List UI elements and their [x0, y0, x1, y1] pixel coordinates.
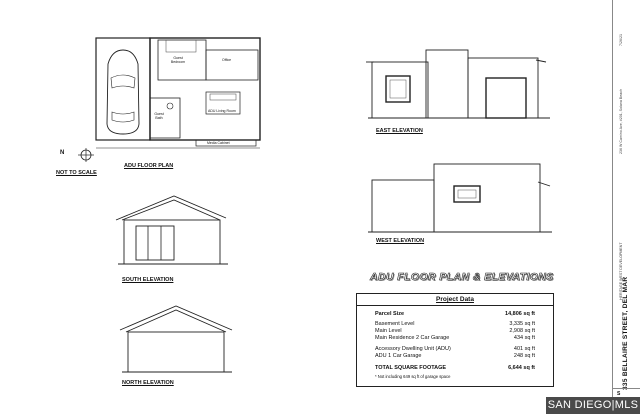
room-media-cabinet: Media Cabinet: [207, 141, 230, 145]
project-data-heading: Project Data: [436, 296, 474, 303]
room-adu-living-room: ADU Living Room: [208, 109, 236, 113]
west-elevation-drawing: [366, 162, 556, 234]
room-office: Office: [222, 58, 232, 62]
street-address: 335 BELLAIRE STREET, DEL MAR: [622, 276, 629, 390]
developer-name: HERITAGE WEST DEVELOPMENT: [619, 242, 623, 300]
sheet-date: 7/26/21: [619, 34, 623, 46]
project-data-table: [356, 293, 554, 387]
table-row: ADU 1 Car Garage 248 sq ft: [375, 353, 535, 359]
east-elevation-drawing: [364, 48, 554, 122]
table-row: Main Residence 2 Car Garage 434 sq ft: [375, 335, 535, 341]
project-data-footnote: * Not including 649 sq ft of garage space: [375, 374, 451, 379]
sheet-title: ADU FLOOR PLAN & ELEVATIONS: [370, 271, 554, 283]
table-row: Main Level 2,908 sq ft: [375, 328, 535, 334]
title-block: [612, 0, 640, 414]
north-elevation-label: NORTH ELEVATION: [122, 380, 174, 386]
south-elevation-label: SOUTH ELEVATION: [122, 277, 174, 283]
adu-floor-plan-drawing: [92, 36, 264, 158]
north-arrow-icon: [68, 145, 96, 165]
adu-floor-plan-label: ADU FLOOR PLAN: [124, 163, 174, 169]
table-row: Basement Level 3,335 sq ft: [375, 321, 535, 327]
developer-address: 236 W Camino Ave, #201, Solana Beach: [619, 88, 623, 154]
table-row: Accessory Dwelling Unit (ADU) 401 sq ft: [375, 346, 535, 352]
room-guest-bath: Guest Bath: [154, 112, 164, 120]
north-arrow-label: N: [60, 150, 65, 156]
south-elevation-drawing: [114, 194, 236, 266]
not-to-scale-label: NOT TO SCALE: [56, 170, 97, 176]
table-row: TOTAL SQUARE FOOTAGE 6,644 sq ft: [375, 365, 535, 371]
east-elevation-label: EAST ELEVATION: [376, 128, 423, 134]
mls-watermark: SAN DIEGO|MLS: [546, 397, 640, 414]
sheet-number: S: [617, 391, 621, 397]
room-guest-bedroom: Guest Bedroom: [170, 56, 186, 64]
west-elevation-label: WEST ELEVATION: [376, 238, 425, 244]
north-elevation-drawing: [118, 304, 236, 374]
table-row: Parcel Size 14,806 sq ft: [375, 311, 535, 317]
